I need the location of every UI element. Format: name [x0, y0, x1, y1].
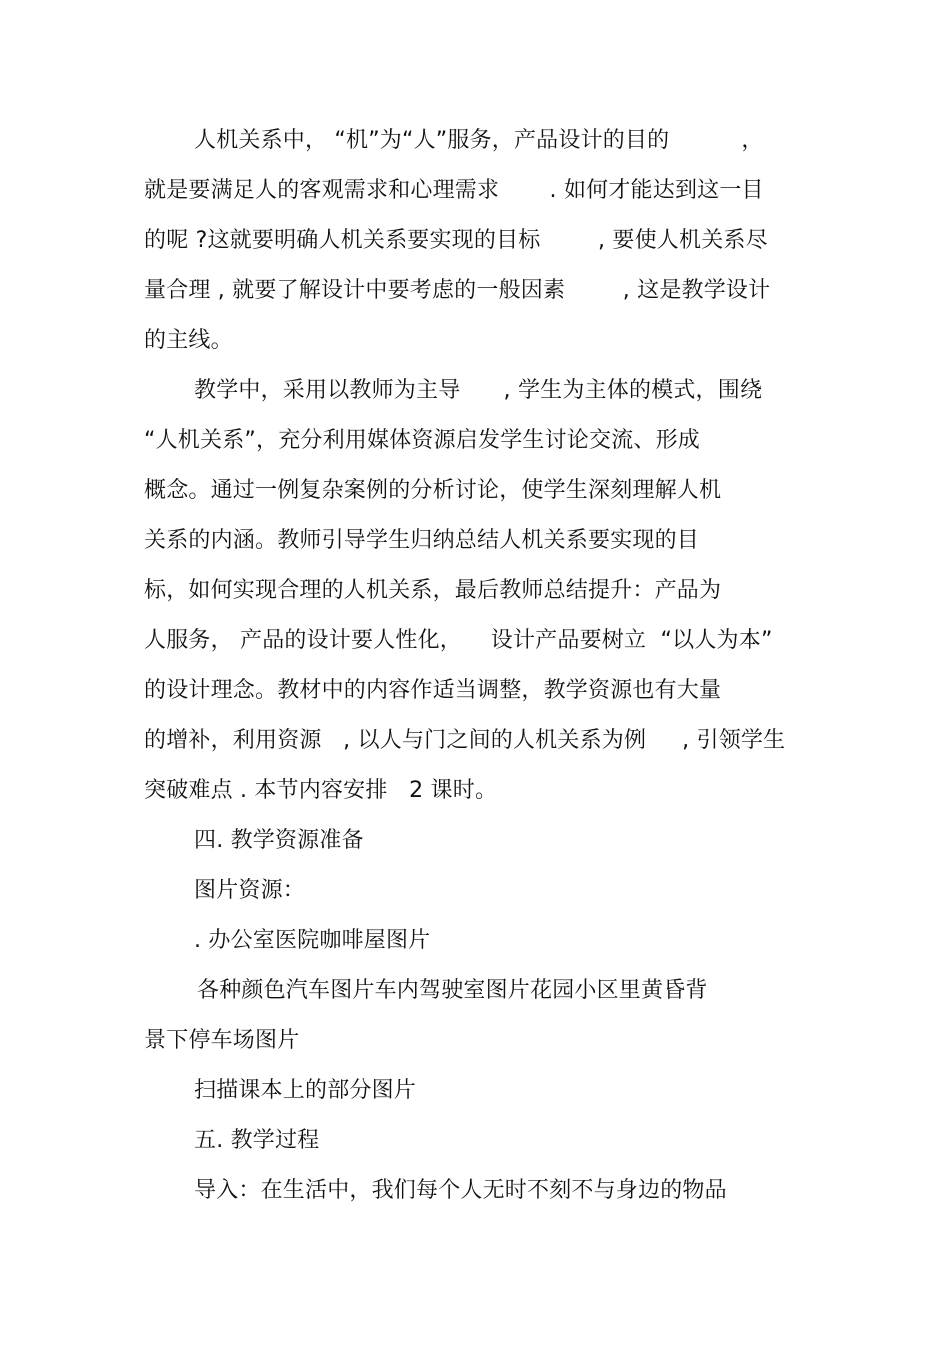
list-item: 各种颜色汽车图片车内驾驶室图片花园小区里黄昏背: [197, 978, 708, 1003]
list-item: . 办公室医院咖啡屋图片: [194, 928, 431, 953]
paragraph-line: 就是要满足人的客观需求和心理需求 . 如何才能达到这一目: [144, 178, 764, 203]
paragraph-line: 导入：在生活中，我们每个人无时不刻不与身边的物品: [194, 1178, 727, 1203]
paragraph-line: 教学中，采用以教师为主导 , 学生为主体的模式，围绕: [194, 378, 763, 403]
paragraph-line: 的设计理念。教材中的内容作适当调整，教学资源也有大量: [144, 678, 722, 703]
paragraph-line: 的增补，利用资源 , 以人与门之间的人机关系为例 , 引领学生: [144, 728, 786, 753]
list-item: 扫描课本上的部分图片: [194, 1078, 417, 1103]
paragraph-line: 的呢 ?这就要明确人机关系要实现的目标 , 要使人机关系尽: [144, 228, 768, 253]
paragraph-line: 图片资源：: [194, 878, 306, 903]
paragraph-line: 量合理 , 就要了解设计中要考虑的一般因素 , 这是教学设计: [144, 278, 771, 303]
section-heading: 四. 教学资源准备: [194, 828, 364, 853]
list-item: 景下停车场图片: [144, 1028, 300, 1053]
section-heading: 五. 教学过程: [194, 1128, 320, 1153]
paragraph-line: 突破难点 . 本节内容安排 2 课时。: [144, 778, 498, 803]
paragraph-line: 人服务， 产品的设计要人性化， 设计产品要树立 “以人为本”: [144, 628, 773, 653]
paragraph-line: 标，如何实现合理的人机关系，最后教师总结提升：产品为: [144, 578, 722, 603]
paragraph-line: “人机关系”，充分利用媒体资源启发学生讨论交流、形成: [144, 428, 700, 453]
paragraph-line: 的主线。: [144, 328, 233, 353]
paragraph-line: 关系的内涵。教师引导学生归纳总结人机关系要实现的目: [144, 528, 700, 553]
paragraph-line: 概念。通过一例复杂案例的分析讨论，使学生深刻理解人机: [144, 478, 722, 503]
paragraph-line: 人机关系中， “机”为“人”服务，产品设计的目的 ，: [194, 128, 764, 153]
